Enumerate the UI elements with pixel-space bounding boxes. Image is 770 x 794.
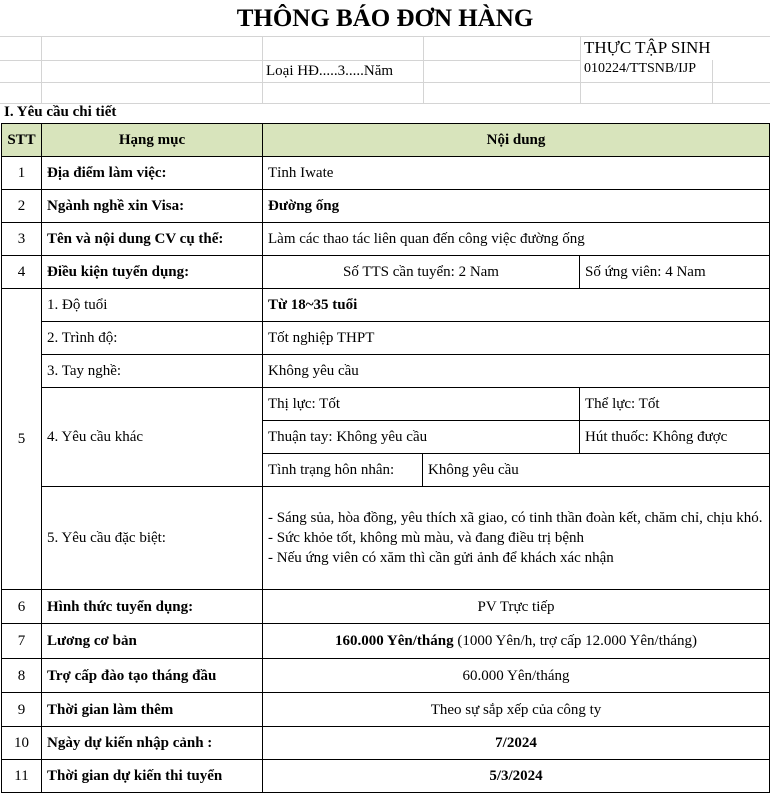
row-label: 5. Yêu cầu đặc biệt: (42, 487, 263, 590)
table-row (2, 190, 770, 223)
table-row (2, 355, 770, 388)
order-details-table (1, 123, 770, 793)
row-value: 7/2024 (263, 727, 770, 760)
salary-amount: 160.000 Yên/tháng (334, 633, 454, 649)
row-label: Điều kiện tuyển dụng: (42, 256, 263, 289)
education-value: Tốt nghiệp THPT (263, 322, 770, 355)
grid-line (712, 60, 713, 103)
header-stt: STT (2, 124, 42, 157)
header-category: Hạng mục (42, 124, 263, 157)
table-row (2, 157, 770, 190)
candidate-quota: Số ứng viên: 4 Nam (580, 256, 770, 289)
grid-line (262, 36, 263, 103)
marital-label: Tình trạng hôn nhân: (263, 454, 423, 487)
table-row (2, 760, 770, 793)
row-value: Làm các thao tác liên quan đến công việc đường ống (263, 223, 770, 256)
row-number: 11 (2, 760, 42, 793)
row-label: Địa điểm làm việc: (42, 157, 263, 190)
table-row (2, 388, 770, 421)
row-number: 2 (2, 190, 42, 223)
row-label: 2. Trình độ: (42, 322, 263, 355)
skill-value: Không yêu cầu (263, 355, 770, 388)
salary-detail: (1000 Yên/h, trợ cấp 12.000 Yên/tháng) (453, 633, 698, 649)
header-content: Nội dung (263, 124, 770, 157)
row-label: Tên và nội dung CV cụ thể: (42, 223, 263, 256)
table-row (2, 624, 770, 659)
row-label: 3. Tay nghề: (42, 355, 263, 388)
table-row (2, 487, 770, 590)
row-number: 6 (2, 590, 42, 624)
table-row (2, 289, 770, 322)
grid-line (580, 36, 581, 103)
row-label: Trợ cấp đào tạo tháng đầu (42, 659, 263, 693)
table-row (2, 223, 770, 256)
row-label: 1. Độ tuổi (42, 289, 263, 322)
table-row (2, 256, 770, 289)
fitness-value: Thể lực: Tốt (580, 388, 770, 421)
row-label: 4. Yêu cầu khác (42, 388, 263, 487)
trainee-quota: Số TTS cần tuyển: 2 Nam (263, 256, 580, 289)
special-line: - Sức khỏe tốt, không mù màu, và đang điều trị bệnh (268, 530, 584, 546)
row-label: Ngày dự kiến nhập cảnh : (42, 727, 263, 760)
table-row (2, 590, 770, 624)
row-value: PV Trực tiếp (263, 590, 770, 624)
row-value: Theo sự sắp xếp của công ty (263, 693, 770, 727)
row-number: 8 (2, 659, 42, 693)
grid-line (41, 36, 42, 103)
row-label: Lương cơ bản (42, 624, 263, 659)
eyesight-value: Thị lực: Tốt (263, 388, 580, 421)
row-number: 4 (2, 256, 42, 289)
row-number: 3 (2, 223, 42, 256)
grid-line (0, 36, 770, 37)
table-row (2, 322, 770, 355)
row-value: 5/3/2024 (263, 760, 770, 793)
order-code: 010224/TTSNB/IJP (584, 61, 697, 76)
table-row (2, 659, 770, 693)
row-value: Đường ống (263, 190, 770, 223)
row-label: Ngành nghề xin Visa: (42, 190, 263, 223)
row-number: 5 (2, 289, 42, 590)
grid-line (0, 60, 580, 61)
smoking-value: Hút thuốc: Không được (580, 421, 770, 454)
handedness-value: Thuận tay: Không yêu cầu (263, 421, 580, 454)
row-value: Tỉnh Iwate (263, 157, 770, 190)
row-value: 60.000 Yên/tháng (263, 659, 770, 693)
special-line: - Sáng sủa, hòa đồng, yêu thích xã giao, có tinh thần đoàn kết, chăm chỉ, chịu khó. (268, 510, 763, 526)
section-title: I. Yêu cầu chi tiết (4, 104, 117, 120)
special-requirements (263, 487, 770, 590)
table-row (2, 693, 770, 727)
special-line: - Nếu ứng viên có xăm thì cần gửi ảnh để khách xác nhận (268, 550, 614, 566)
row-label: Thời gian dự kiến thi tuyển (42, 760, 263, 793)
row-label: Hình thức tuyển dụng: (42, 590, 263, 624)
age-value: Từ 18~35 tuổi (263, 289, 770, 322)
row-number: 1 (2, 157, 42, 190)
row-label: Thời gian làm thêm (42, 693, 263, 727)
marital-value: Không yêu cầu (423, 454, 770, 487)
table-row (2, 727, 770, 760)
salary-value (263, 624, 770, 659)
table-header-row (2, 124, 770, 157)
grid-line (423, 36, 424, 103)
document-title: THÔNG BÁO ĐƠN HÀNG (236, 5, 534, 32)
row-number: 7 (2, 624, 42, 659)
row-number: 10 (2, 727, 42, 760)
row-number: 9 (2, 693, 42, 727)
grid-line (0, 82, 770, 83)
program-type: THỰC TẬP SINH (584, 38, 711, 57)
contract-type: Loại HĐ.....3.....Năm (266, 63, 394, 79)
